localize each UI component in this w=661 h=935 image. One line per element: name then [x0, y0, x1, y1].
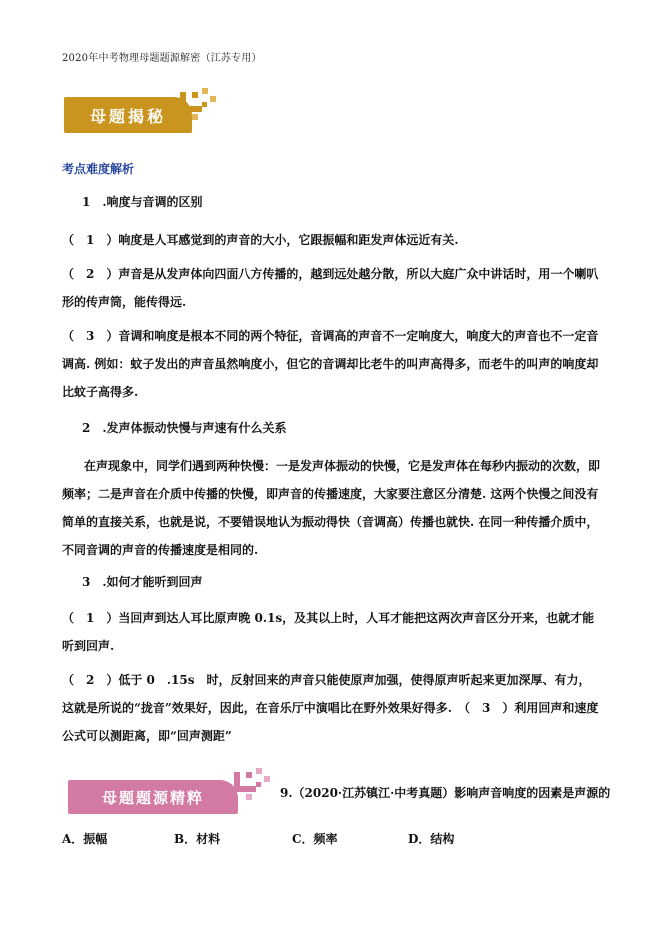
option-d: D．结构 [408, 832, 455, 846]
section-title: 考点难度解析 [62, 162, 135, 176]
banner-decoration-icon [228, 768, 276, 802]
question-stem: 9.（2020·江苏镇江·中考真题）影响声音响度的因素是声源的 [280, 786, 611, 800]
paragraph-4: 在声现象中，同学们遇到两种快慢：一是发声体振动的快慢，它是发声体在每秒内振动的次数，即频率；二是声音在介质中传播的快慢，即声音的传播速度，大家要注意区分清楚. 这两个快慢之间没有简单的直接关系，也就是说，不要错误地认为振动得快（音调高）传播也就快. 在同一种传播介质中，不同音调的声音的传播速度是相同的. [62, 459, 601, 557]
banner-decoration-icon [172, 88, 220, 122]
point-heading-1: 1 .响度与音调的区别 [82, 195, 203, 209]
point-heading-2: 2 .发声体振动快慢与声速有什么关系 [82, 421, 287, 435]
paragraph-5: （ 1 ）当回声到达人耳比原声晚 0.1s，及其以上时，人耳才能把这两次声音区分开来，也就才能听到回声. [62, 611, 595, 653]
paragraph-6: （ 2 ）低于 0 .15s 时，反射回来的声音只能使原声加强，使得原声听起来更加深厚、有力，这就是所说的“拢音”效果好，因此，在音乐厅中演唱比在野外效果好得多. （ 3 ）利用回声和速度公式可以测距离，即“回声测距” [62, 673, 599, 743]
page-header: 2020年中考物理母题题源解密（江苏专用） [62, 53, 262, 64]
paragraph-3: （ 3 ）音调和响度是根本不同的两个特征，音调高的声音不一定响度大，响度大的声音也不一定音调高. 例如：蚊子发出的声音虽然响度小，但它的音调却比老牛的叫声高得多，而老牛的叫声的响度却比蚊子高得多. [62, 329, 599, 399]
point-heading-3: 3 .如何才能听到回声 [82, 575, 203, 589]
option-a: A．振幅 [62, 832, 108, 846]
option-c: C．频率 [292, 832, 338, 846]
banner-label: 母题揭秘 [89, 106, 166, 126]
paragraph-1: （ 1 ）响度是人耳感觉到的声音的大小，它跟振幅和距发声体远近有关. [62, 233, 459, 247]
paragraph-2: （ 2 ）声音是从发声体向四面八方传播的，越到远处越分散，所以大庭广众中讲话时，用一个喇叭形的传声筒，能传得远. [62, 267, 599, 309]
section-banner-mu-ti-ti-yuan-jing-cui [68, 780, 238, 814]
option-b: B．材料 [174, 832, 221, 846]
banner-label: 母题题源精粹 [101, 788, 204, 807]
